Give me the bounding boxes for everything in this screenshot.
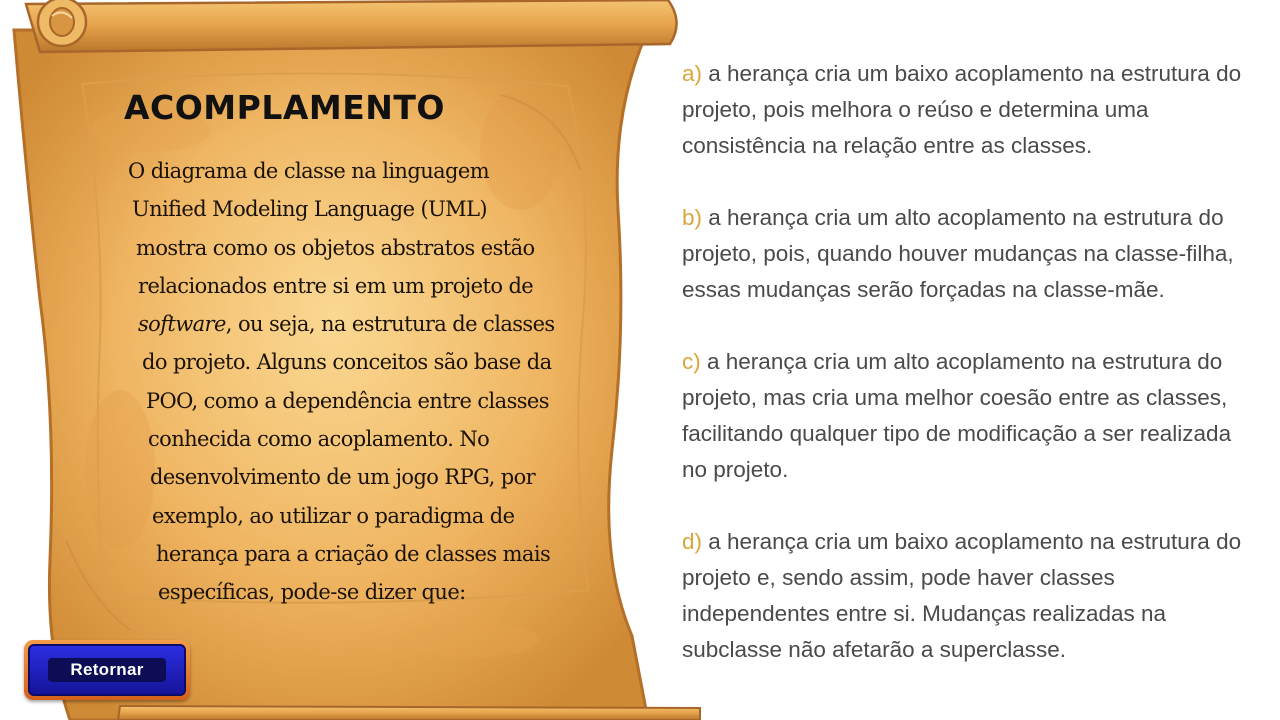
question-line: exemplo, ao utilizar o paradigma de: [152, 503, 515, 528]
option-letter: a): [682, 61, 703, 86]
option-letter: c): [682, 349, 701, 374]
question-line: relacionados entre si em um projeto de: [138, 273, 534, 298]
scroll-question-text: [128, 152, 555, 612]
answer-option-d[interactable]: [682, 524, 1262, 668]
question-line-rest: , ou seja, na estrutura de classes: [225, 312, 555, 337]
option-text: a herança cria um baixo acoplamento na estrutura do projeto, pois melhora o reúso e determina uma consistência na relação entre as classes.: [682, 61, 1242, 158]
option-letter: b): [682, 205, 703, 230]
question-line-italic: software: [138, 312, 226, 337]
question-line: desenvolvimento de um jogo RPG, por: [150, 465, 536, 490]
question-line: mostra como os objetos abstratos estão: [136, 235, 535, 260]
option-text: a herança cria um baixo acoplamento na estrutura do projeto e, sendo assim, pode haver classes independentes entre si. Mudanças realizadas na subclasse não afetarão a superclasse.: [682, 529, 1242, 662]
question-line: do projeto. Alguns conceitos são base da: [142, 350, 552, 375]
question-line: específicas, pode-se dizer que:: [158, 580, 466, 605]
answer-option-c[interactable]: [682, 344, 1262, 488]
return-button-face: [28, 644, 186, 696]
question-line: conhecida como acoplamento. No: [148, 427, 490, 452]
return-button[interactable]: [24, 640, 190, 700]
answer-option-a[interactable]: [682, 56, 1262, 164]
question-line: herança para a criação de classes mais: [156, 541, 551, 566]
question-line: [138, 305, 555, 343]
scroll-title: ACOMPLAMENTO: [124, 88, 445, 127]
question-line: POO, como a dependência entre classes: [146, 388, 549, 413]
return-button-label: Retornar: [48, 658, 165, 682]
option-text: a herança cria um alto acoplamento na estrutura do projeto, mas cria uma melhor coesão entre as classes, facilitando qualquer tipo de modificação a ser realizada no projeto.: [682, 349, 1232, 482]
option-text: a herança cria um alto acoplamento na estrutura do projeto, pois, quando houver mudanças na classe-filha, essas mudanças serão forçadas na classe-mãe.: [682, 205, 1234, 302]
answer-options: [682, 56, 1262, 668]
option-letter: d): [682, 529, 703, 554]
question-line: O diagrama de classe na linguagem: [128, 159, 490, 183]
answer-option-b[interactable]: [682, 200, 1262, 308]
question-line: Unified Modeling Language (UML): [132, 197, 488, 222]
